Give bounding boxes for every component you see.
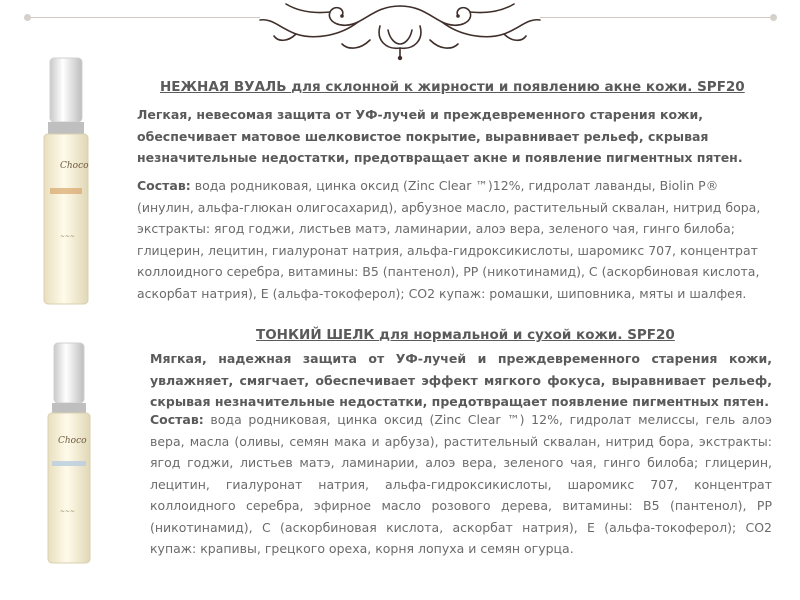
decorative-scroll-ornament-icon: [230, 0, 570, 62]
ornament-divider-left: [30, 17, 260, 18]
product-description-silk: Мягкая, надежная защита от УФ-лучей и преждевременного старения кожи, увлажняет, смягчает, обеспечивает эффект мягкого фокуса, выравнивает рельеф, скрывая незначительные недостатки, предотвращает появление пигментных пятен.: [150, 351, 772, 409]
composition-label: Состав:: [150, 412, 204, 427]
product-subtitle-silk: для нормальной и сухой кожи. SPF20: [379, 327, 675, 343]
ornament-divider-right: [540, 17, 770, 18]
product-subtitle-veil: для склонной к жирности и появлению акне кожи. SPF20: [291, 79, 745, 95]
composition-text: вода родниковая, цинка оксид (Zinc Clear ™) 12%, гидролат мелиссы, гель алоэ вера, масла (оливы, семян мака и арбуза), растительный сквалан, нитрид бора, экстракты: ягод годжи, листьев матэ, ламинарии, алоэ вера, зеленого чая, гинго билоба; глицерин, лецитин, гиалуронат натрия, альфа-гидроксикислоты, шаромикс 707, концентрат коллоидного серебра, эфирное масло розового дерева, витамины: В5 (пантенол), РР (никотинамид), С (аскорбиновая кислота, аскорбат натрия), Е (альфа-токоферол); СО2 купаж: крапивы, грецкого ореха, корня лопуха и семян огурца.: [150, 412, 772, 556]
product-name-veil: НЕЖНАЯ ВУАЛЬ: [160, 79, 292, 95]
product-image-veil: [30, 48, 110, 310]
svg-text:Choco: Choco: [58, 436, 87, 446]
ornament-dot-left: [24, 14, 31, 21]
product-name-silk: ТОНКИЙ ШЕЛК: [256, 327, 380, 343]
composition-text: вода родниковая, цинка оксид (Zinc Clear ™)12%, гидролат лаванды, Biolin P® (инулин, альфа-глюкан олигосахарид), арбузное масло, растительный сквалан, нитрид бора, экстракты: ягод годжи, листьев матэ, ламинарии, алоэ вера, зеленого чая, гинго билоба; глицерин, лецитин, гиалуронат натрия, альфа-гидроксикислоты, шаромикс 707, концентрат коллоидного серебра, витамины: В5 (пантенол), РР (никотинамид), С (аскорбиновая кислота, аскорбат натрия), Е (альфа-токоферол); СО2 купаж: ромашки, шиповника, мяты и шалфея.: [137, 178, 761, 301]
product-description-veil: Легкая, невесомая защита от УФ-лучей и преждевременного старения кожи, обеспечивает матовое шелковистое покрытие, выравнивает рельеф, скрывая незначительные недостатки, предотвращает акне и появление пигментных пятен.: [137, 107, 743, 165]
svg-text:~~~: ~~~: [60, 508, 76, 515]
product-image-silk: [34, 335, 112, 567]
product-title-veil: [160, 79, 745, 95]
ornament-dot-right: [770, 14, 777, 21]
bottle-brand-label: Choco: [60, 161, 89, 171]
product-title-silk: [256, 327, 675, 343]
composition-label: Состав:: [137, 178, 191, 193]
svg-text:~~~: ~~~: [60, 233, 76, 240]
product-composition-silk: [150, 409, 772, 560]
product-composition-veil: [137, 175, 777, 304]
